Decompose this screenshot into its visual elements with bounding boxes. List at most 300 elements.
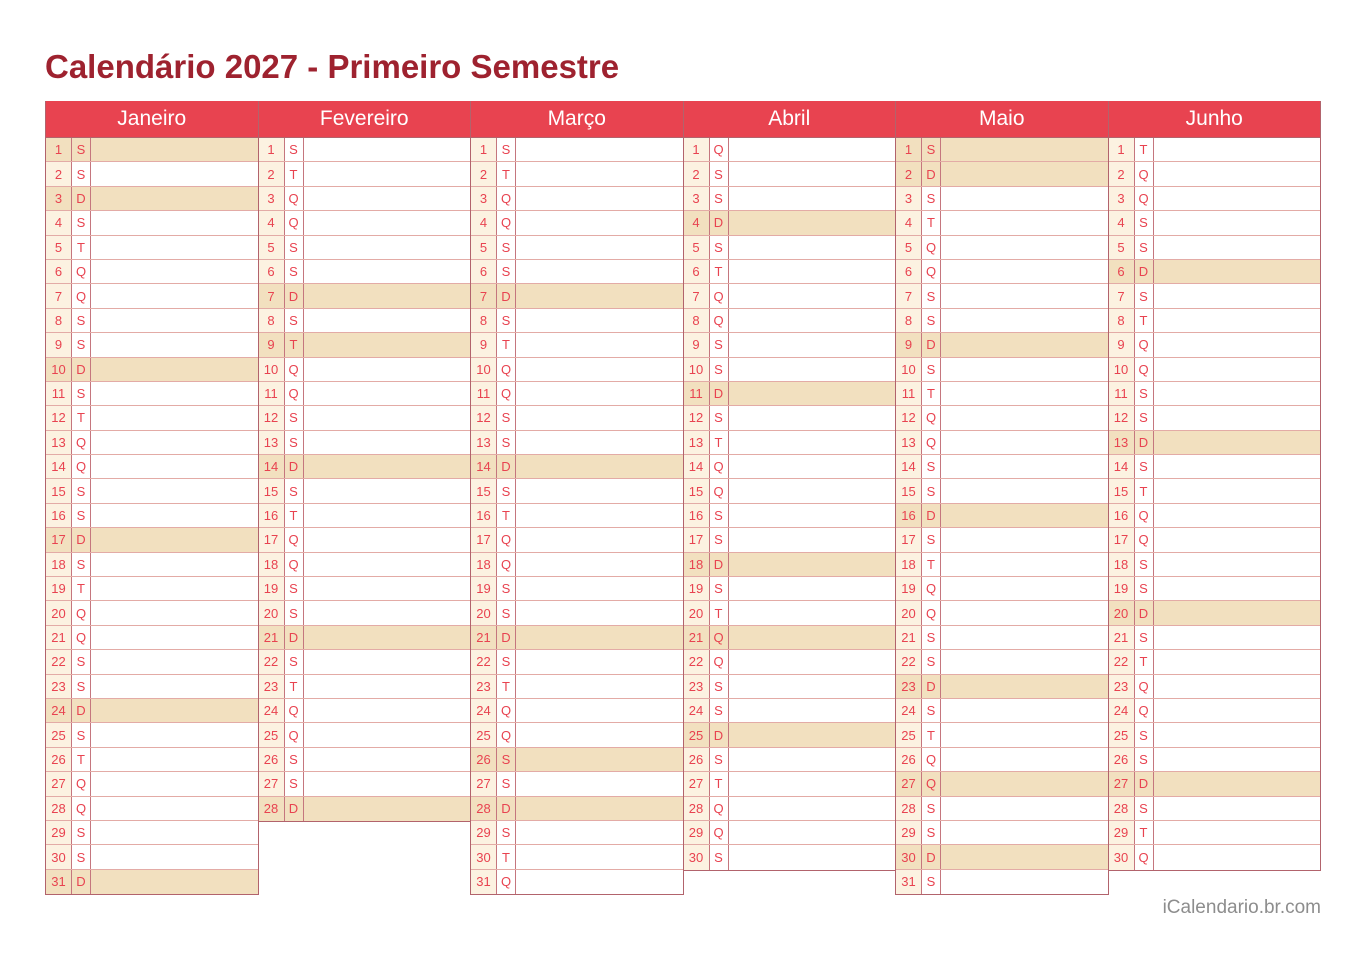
weekday-letter-cell: S [922, 358, 941, 381]
weekday-letter-cell: D [710, 211, 729, 234]
day-number-cell: 11 [684, 382, 710, 405]
notes-cell [304, 528, 471, 551]
weekday-letter-cell: S [72, 723, 91, 746]
day-row [896, 577, 1108, 601]
day-row [46, 406, 258, 430]
day-row [259, 187, 471, 211]
weekday-letter-cell: S [922, 699, 941, 722]
day-number-cell: 17 [259, 528, 285, 551]
notes-cell [91, 358, 258, 381]
day-row [46, 382, 258, 406]
notes-cell [729, 284, 896, 307]
day-number-cell: 28 [684, 797, 710, 820]
notes-cell [729, 797, 896, 820]
month-header-5: Maio [896, 101, 1108, 138]
weekday-letter-cell: S [497, 138, 516, 161]
weekday-letter-cell: S [72, 333, 91, 356]
day-number-cell: 2 [259, 162, 285, 185]
day-row [471, 845, 683, 869]
weekday-letter-cell: S [1135, 723, 1154, 746]
day-row [471, 553, 683, 577]
notes-cell [941, 504, 1108, 527]
day-number-cell: 5 [896, 236, 922, 259]
day-number-cell: 24 [684, 699, 710, 722]
day-number-cell: 18 [471, 553, 497, 576]
day-row [259, 528, 471, 552]
day-row [46, 748, 258, 772]
day-row [896, 162, 1108, 186]
weekday-letter-cell: S [285, 236, 304, 259]
day-number-cell: 18 [684, 553, 710, 576]
weekday-letter-cell: S [72, 382, 91, 405]
weekday-letter-cell: S [710, 504, 729, 527]
day-row [471, 138, 683, 162]
weekday-letter-cell: S [497, 260, 516, 283]
notes-cell [941, 626, 1108, 649]
day-number-cell: 6 [46, 260, 72, 283]
day-row [896, 333, 1108, 357]
day-row [46, 358, 258, 382]
notes-cell [516, 358, 683, 381]
day-row [259, 260, 471, 284]
day-number-cell: 23 [259, 675, 285, 698]
day-number-cell: 17 [46, 528, 72, 551]
weekday-letter-cell: D [72, 699, 91, 722]
day-number-cell: 1 [259, 138, 285, 161]
notes-cell [516, 309, 683, 332]
day-number-cell: 17 [684, 528, 710, 551]
day-number-cell: 23 [896, 675, 922, 698]
notes-cell [91, 748, 258, 771]
day-number-cell: 28 [46, 797, 72, 820]
notes-cell [91, 455, 258, 478]
weekday-letter-cell: S [285, 601, 304, 624]
notes-cell [304, 333, 471, 356]
day-row [1109, 138, 1321, 162]
notes-cell [304, 723, 471, 746]
weekday-letter-cell: S [710, 699, 729, 722]
page-title: Calendário 2027 - Primeiro Semestre [45, 48, 620, 85]
day-row [684, 601, 896, 625]
weekday-letter-cell: S [285, 138, 304, 161]
notes-cell [1154, 333, 1321, 356]
weekday-letter-cell: T [1135, 479, 1154, 502]
day-row [684, 772, 896, 796]
day-row [471, 601, 683, 625]
notes-cell [91, 211, 258, 234]
weekday-letter-cell: S [497, 601, 516, 624]
weekday-letter-cell: Q [1135, 675, 1154, 698]
weekday-letter-cell: S [710, 333, 729, 356]
weekday-letter-cell: S [710, 406, 729, 429]
notes-cell [304, 748, 471, 771]
day-number-cell: 27 [1109, 772, 1135, 795]
day-number-cell: 6 [471, 260, 497, 283]
day-row [896, 138, 1108, 162]
day-number-cell: 10 [259, 358, 285, 381]
day-row [259, 601, 471, 625]
weekday-letter-cell: S [922, 821, 941, 844]
day-number-cell: 5 [259, 236, 285, 259]
day-number-cell: 7 [896, 284, 922, 307]
weekday-letter-cell: Q [922, 577, 941, 600]
day-row [684, 650, 896, 674]
day-row [684, 284, 896, 308]
day-row [46, 309, 258, 333]
weekday-letter-cell: Q [285, 211, 304, 234]
notes-cell [91, 260, 258, 283]
notes-cell [941, 431, 1108, 454]
weekday-letter-cell: S [72, 553, 91, 576]
weekday-letter-cell: T [1135, 650, 1154, 673]
day-number-cell: 7 [46, 284, 72, 307]
weekday-letter-cell: S [497, 431, 516, 454]
notes-cell [304, 236, 471, 259]
notes-cell [516, 333, 683, 356]
day-number-cell: 11 [259, 382, 285, 405]
day-row [46, 797, 258, 821]
day-row [471, 162, 683, 186]
day-row [46, 675, 258, 699]
notes-cell [941, 358, 1108, 381]
day-row [684, 675, 896, 699]
notes-cell [91, 723, 258, 746]
day-number-cell: 27 [896, 772, 922, 795]
day-row [471, 236, 683, 260]
month-header-6: Junho [1109, 101, 1321, 138]
day-number-cell: 14 [684, 455, 710, 478]
notes-cell [729, 309, 896, 332]
day-number-cell: 30 [1109, 845, 1135, 869]
weekday-letter-cell: Q [922, 236, 941, 259]
day-row [259, 162, 471, 186]
day-number-cell: 9 [259, 333, 285, 356]
notes-cell [729, 236, 896, 259]
notes-cell [304, 309, 471, 332]
weekday-letter-cell: S [922, 284, 941, 307]
notes-cell [91, 479, 258, 502]
day-row [1109, 431, 1321, 455]
day-row [259, 455, 471, 479]
weekday-letter-cell: S [497, 479, 516, 502]
day-number-cell: 31 [471, 870, 497, 894]
weekday-letter-cell: D [1135, 772, 1154, 795]
weekday-letter-cell: T [1135, 309, 1154, 332]
day-number-cell: 14 [896, 455, 922, 478]
notes-cell [941, 845, 1108, 868]
weekday-letter-cell: Q [285, 553, 304, 576]
notes-cell [91, 675, 258, 698]
day-number-cell: 3 [259, 187, 285, 210]
notes-cell [1154, 358, 1321, 381]
weekday-letter-cell: Q [497, 553, 516, 576]
notes-cell [304, 675, 471, 698]
day-number-cell: 23 [1109, 675, 1135, 698]
day-number-cell: 31 [896, 870, 922, 894]
day-row [684, 406, 896, 430]
notes-cell [941, 284, 1108, 307]
day-number-cell: 6 [259, 260, 285, 283]
day-row [684, 431, 896, 455]
weekday-letter-cell: D [922, 845, 941, 868]
day-number-cell: 2 [684, 162, 710, 185]
day-row [471, 723, 683, 747]
weekday-letter-cell: S [1135, 553, 1154, 576]
day-number-cell: 8 [1109, 309, 1135, 332]
weekday-letter-cell: D [1135, 260, 1154, 283]
weekday-letter-cell: D [710, 553, 729, 576]
day-number-cell: 12 [684, 406, 710, 429]
notes-cell [729, 650, 896, 673]
day-row [471, 382, 683, 406]
weekday-letter-cell: Q [710, 797, 729, 820]
weekday-letter-cell: S [922, 528, 941, 551]
notes-cell [729, 382, 896, 405]
day-number-cell: 17 [1109, 528, 1135, 551]
notes-cell [516, 870, 683, 894]
day-number-cell: 14 [1109, 455, 1135, 478]
day-row [1109, 455, 1321, 479]
weekday-letter-cell: T [1135, 138, 1154, 161]
day-number-cell: 23 [46, 675, 72, 698]
day-row [259, 772, 471, 796]
weekday-letter-cell: S [497, 772, 516, 795]
day-row [259, 723, 471, 747]
notes-cell [516, 626, 683, 649]
notes-cell [516, 601, 683, 624]
weekday-letter-cell: Q [1135, 504, 1154, 527]
weekday-letter-cell: Q [1135, 187, 1154, 210]
day-row [896, 358, 1108, 382]
notes-cell [91, 870, 258, 894]
day-row [1109, 236, 1321, 260]
day-number-cell: 24 [46, 699, 72, 722]
day-row [896, 406, 1108, 430]
day-row [1109, 333, 1321, 357]
month-column-4 [683, 101, 897, 871]
day-row [896, 601, 1108, 625]
weekday-letter-cell: Q [1135, 162, 1154, 185]
notes-cell [729, 504, 896, 527]
day-number-cell: 22 [259, 650, 285, 673]
notes-cell [516, 845, 683, 868]
weekday-letter-cell: Q [285, 187, 304, 210]
day-number-cell: 15 [471, 479, 497, 502]
weekday-letter-cell: T [922, 382, 941, 405]
weekday-letter-cell: S [1135, 406, 1154, 429]
day-number-cell: 27 [46, 772, 72, 795]
day-number-cell: 31 [46, 870, 72, 894]
weekday-letter-cell: Q [710, 821, 729, 844]
day-number-cell: 6 [684, 260, 710, 283]
notes-cell [91, 797, 258, 820]
weekday-letter-cell: D [72, 528, 91, 551]
notes-cell [516, 528, 683, 551]
weekday-letter-cell: D [710, 723, 729, 746]
notes-cell [1154, 528, 1321, 551]
notes-cell [1154, 821, 1321, 844]
day-row [46, 553, 258, 577]
notes-cell [1154, 504, 1321, 527]
day-row [46, 650, 258, 674]
notes-cell [304, 601, 471, 624]
weekday-letter-cell: D [922, 162, 941, 185]
day-row [259, 431, 471, 455]
weekday-letter-cell: S [710, 162, 729, 185]
notes-cell [1154, 382, 1321, 405]
day-row [684, 382, 896, 406]
day-row [1109, 382, 1321, 406]
day-number-cell: 14 [259, 455, 285, 478]
day-row [684, 162, 896, 186]
day-number-cell: 10 [896, 358, 922, 381]
day-number-cell: 4 [1109, 211, 1135, 234]
notes-cell [1154, 309, 1321, 332]
notes-cell [91, 187, 258, 210]
weekday-letter-cell: S [922, 479, 941, 502]
weekday-letter-cell: Q [497, 211, 516, 234]
notes-cell [1154, 455, 1321, 478]
day-number-cell: 19 [1109, 577, 1135, 600]
day-row [471, 358, 683, 382]
weekday-letter-cell: S [1135, 626, 1154, 649]
day-row [259, 309, 471, 333]
notes-cell [1154, 431, 1321, 454]
day-row [46, 845, 258, 869]
day-number-cell: 11 [896, 382, 922, 405]
day-row [471, 333, 683, 357]
day-number-cell: 28 [259, 797, 285, 821]
day-number-cell: 23 [684, 675, 710, 698]
day-row [259, 748, 471, 772]
day-row [1109, 528, 1321, 552]
day-row [896, 528, 1108, 552]
weekday-letter-cell: S [1135, 236, 1154, 259]
notes-cell [729, 626, 896, 649]
day-number-cell: 27 [259, 772, 285, 795]
notes-cell [941, 553, 1108, 576]
day-number-cell: 7 [684, 284, 710, 307]
weekday-letter-cell: S [710, 236, 729, 259]
weekday-letter-cell: D [1135, 431, 1154, 454]
notes-cell [941, 821, 1108, 844]
notes-cell [941, 187, 1108, 210]
day-number-cell: 20 [684, 601, 710, 624]
weekday-letter-cell: D [285, 455, 304, 478]
weekday-letter-cell: T [1135, 821, 1154, 844]
weekday-letter-cell: S [922, 797, 941, 820]
weekday-letter-cell: S [1135, 382, 1154, 405]
weekday-letter-cell: T [497, 845, 516, 868]
day-number-cell: 15 [46, 479, 72, 502]
day-row [684, 333, 896, 357]
weekday-letter-cell: D [1135, 601, 1154, 624]
day-number-cell: 25 [259, 723, 285, 746]
notes-cell [729, 431, 896, 454]
day-row [259, 626, 471, 650]
day-row [896, 626, 1108, 650]
day-number-cell: 20 [259, 601, 285, 624]
weekday-letter-cell: T [497, 675, 516, 698]
weekday-letter-cell: T [497, 162, 516, 185]
day-number-cell: 24 [1109, 699, 1135, 722]
notes-cell [304, 187, 471, 210]
notes-cell [304, 431, 471, 454]
weekday-letter-cell: S [922, 187, 941, 210]
notes-cell [941, 650, 1108, 673]
month-header-2: Fevereiro [259, 101, 471, 138]
day-number-cell: 8 [471, 309, 497, 332]
day-number-cell: 1 [1109, 138, 1135, 161]
day-row [1109, 553, 1321, 577]
weekday-letter-cell: Q [922, 260, 941, 283]
weekday-letter-cell: S [72, 138, 91, 161]
weekday-letter-cell: Q [710, 479, 729, 502]
day-number-cell: 8 [259, 309, 285, 332]
day-row [1109, 358, 1321, 382]
notes-cell [304, 553, 471, 576]
weekday-letter-cell: D [285, 797, 304, 821]
weekday-letter-cell: T [72, 406, 91, 429]
notes-cell [1154, 601, 1321, 624]
weekday-letter-cell: S [1135, 284, 1154, 307]
day-row [1109, 845, 1321, 869]
day-row [1109, 699, 1321, 723]
day-row [46, 723, 258, 747]
day-number-cell: 8 [46, 309, 72, 332]
day-number-cell: 29 [1109, 821, 1135, 844]
day-row [471, 455, 683, 479]
weekday-letter-cell: Q [72, 431, 91, 454]
day-number-cell: 4 [896, 211, 922, 234]
notes-cell [304, 479, 471, 502]
day-row [1109, 479, 1321, 503]
notes-cell [91, 333, 258, 356]
day-row [896, 723, 1108, 747]
notes-cell [304, 382, 471, 405]
weekday-letter-cell: D [497, 797, 516, 820]
day-row [684, 236, 896, 260]
weekday-letter-cell: S [72, 504, 91, 527]
day-number-cell: 23 [471, 675, 497, 698]
day-number-cell: 9 [46, 333, 72, 356]
notes-cell [941, 601, 1108, 624]
weekday-letter-cell: Q [497, 187, 516, 210]
weekday-letter-cell: Q [497, 723, 516, 746]
weekday-letter-cell: T [710, 601, 729, 624]
weekday-letter-cell: T [285, 504, 304, 527]
day-number-cell: 13 [259, 431, 285, 454]
weekday-letter-cell: S [710, 675, 729, 698]
notes-cell [1154, 211, 1321, 234]
day-number-cell: 22 [1109, 650, 1135, 673]
day-number-cell: 21 [259, 626, 285, 649]
day-row [1109, 406, 1321, 430]
notes-cell [516, 211, 683, 234]
notes-cell [516, 748, 683, 771]
day-number-cell: 14 [46, 455, 72, 478]
day-number-cell: 3 [46, 187, 72, 210]
day-row [1109, 284, 1321, 308]
footer-watermark: iCalendario.br.com [1162, 897, 1321, 918]
day-row [1109, 162, 1321, 186]
weekday-letter-cell: Q [72, 797, 91, 820]
day-row [684, 358, 896, 382]
day-row [896, 211, 1108, 235]
day-row [46, 504, 258, 528]
day-number-cell: 30 [896, 845, 922, 868]
notes-cell [1154, 260, 1321, 283]
